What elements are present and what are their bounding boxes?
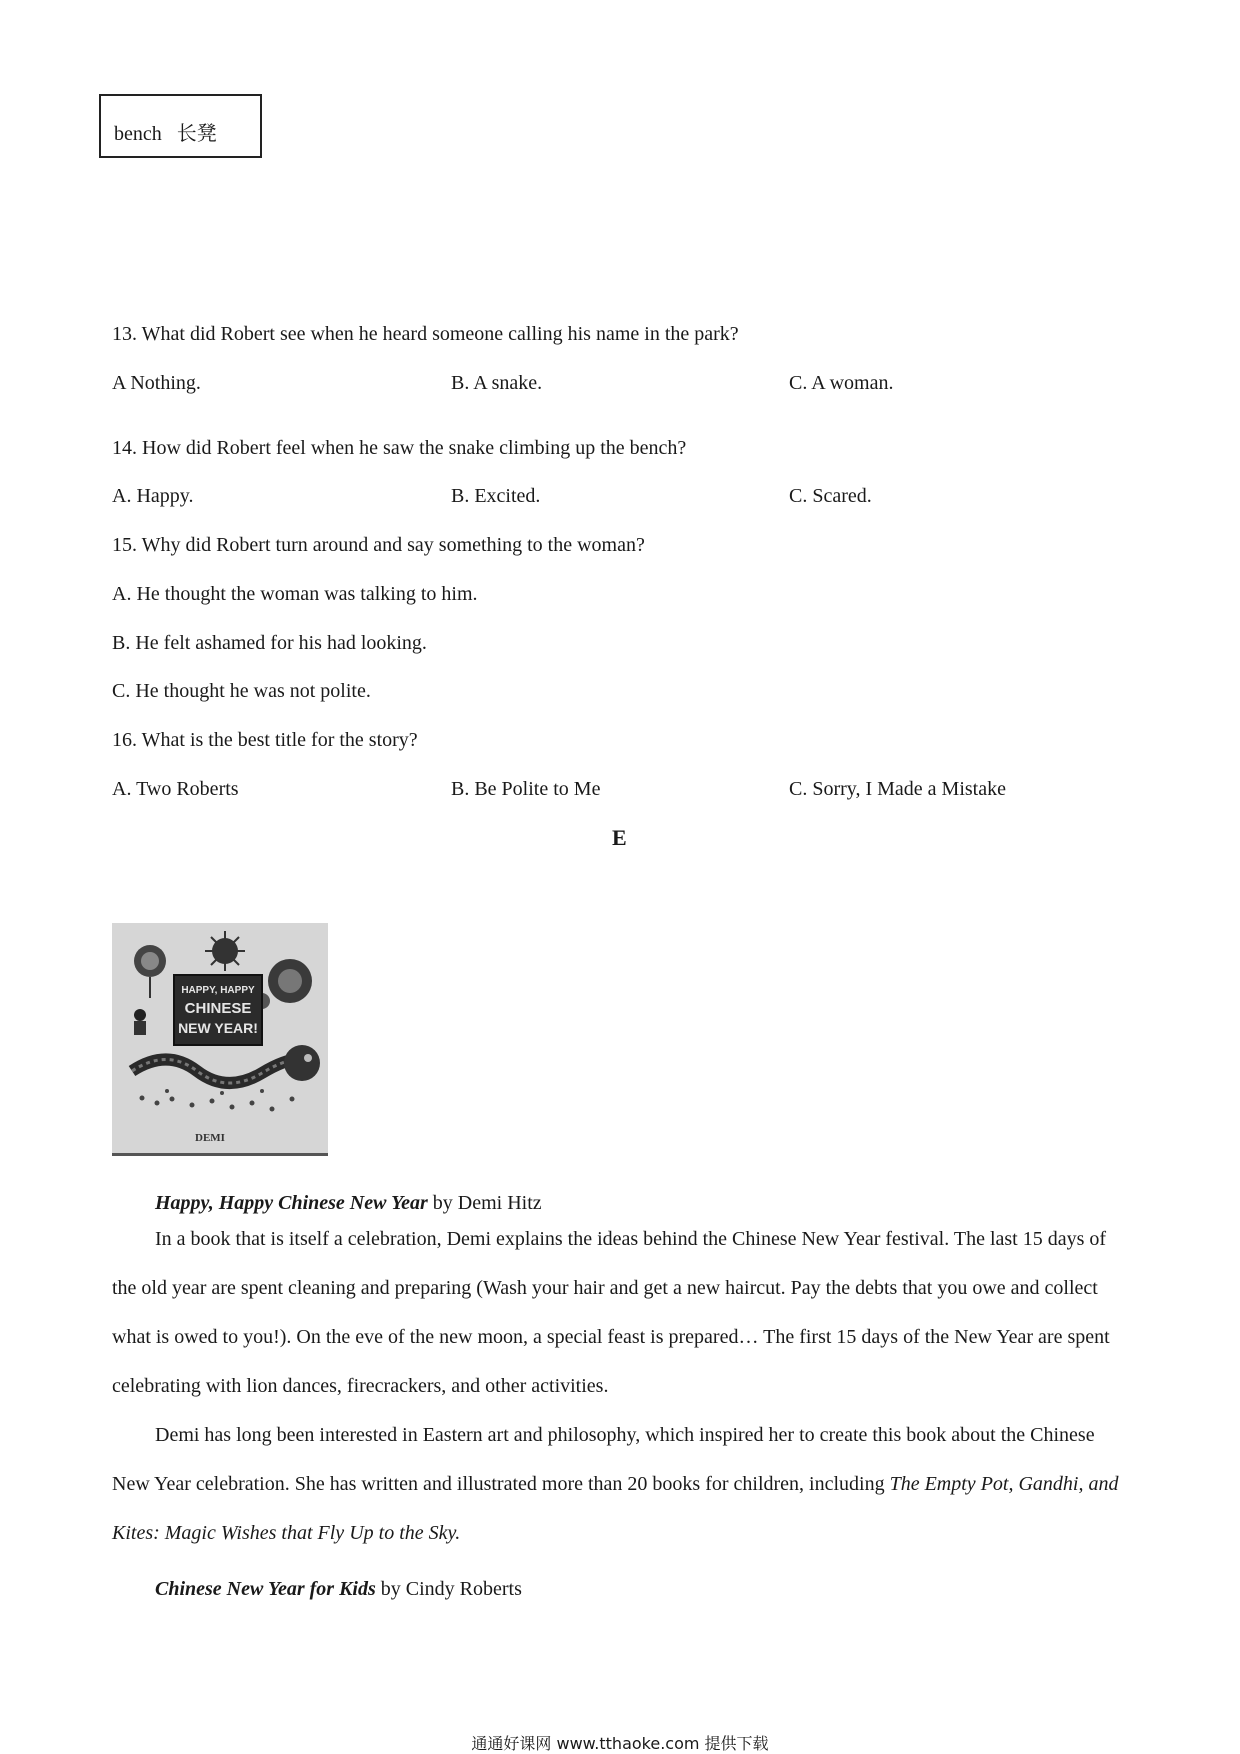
book-1-paragraph-2-text: Demi has long been interested in Eastern art and philosophy, which inspired her to create this book about the Chinese New Year celebration. She has written and illustrated more than 20 books for children, including xyxy=(112,1424,1095,1495)
book-1-paragraph-1: In a book that is itself a celebration, Demi explains the ideas behind the Chinese New Year festival. The last 15 days of the old year are spent cleaning and preparing (Wash your hair and get a new haircut. Pay the debts that you owe and collect what is owed to you!). On the eve of the new moon, a special feast is prepared… The first 15 days of the New Year are spent celebrating with lion dances, firecrackers, and other activities. xyxy=(112,1228,1110,1397)
question-14-option-b: B. Excited. xyxy=(451,485,541,507)
question-15-option-c: C. He thought he was not polite. xyxy=(112,680,371,702)
cover-author: DEMI xyxy=(195,1132,225,1144)
vocab-box xyxy=(99,94,262,158)
question-15-option-a: A. He thought the woman was talking to him. xyxy=(112,583,478,605)
book-1-title: Happy, Happy Chinese New Year xyxy=(155,1192,428,1214)
question-16-option-a: A. Two Roberts xyxy=(112,778,239,800)
book-2-byline: by Cindy Roberts xyxy=(375,1578,522,1600)
book-1-paragraph-2-titles: The Empty Pot, Gandhi, and Kites: Magic Wishes that Fly Up to the Sky. xyxy=(112,1473,1119,1544)
question-15-stem: 15. Why did Robert turn around and say something to the woman? xyxy=(112,534,645,556)
book-1-byline: by Demi Hitz xyxy=(427,1192,542,1214)
vocab-meaning: 长凳 xyxy=(176,123,217,145)
page-footer: 通通好课网 www.tthaoke.com 提供下载 xyxy=(471,1734,769,1753)
book-cover-image xyxy=(112,923,328,1156)
question-16-option-c: C. Sorry, I Made a Mistake xyxy=(789,778,1006,800)
cover-title-line-2: CHINESE xyxy=(184,1000,252,1017)
section-heading: E xyxy=(612,825,627,850)
question-14-option-c: C. Scared. xyxy=(789,485,872,507)
book-1-paragraph-2 xyxy=(112,1411,1132,1558)
question-14-option-a: A. Happy. xyxy=(112,485,194,507)
cover-title-line-1: HAPPY, HAPPY xyxy=(181,985,255,996)
question-16-option-b: B. Be Polite to Me xyxy=(451,778,601,800)
book-2-heading xyxy=(155,1577,522,1601)
question-16-stem: 16. What is the best title for the story? xyxy=(112,729,418,751)
vocab-word: bench xyxy=(114,123,162,145)
book-2-title: Chinese New Year for Kids xyxy=(155,1578,376,1600)
book-1-heading xyxy=(155,1191,542,1215)
vocab-entry xyxy=(114,117,217,146)
question-13-option-a: A Nothing. xyxy=(112,372,201,394)
question-14-stem: 14. How did Robert feel when he saw the snake climbing up the bench? xyxy=(112,437,687,459)
question-13-stem: 13. What did Robert see when he heard someone calling his name in the park? xyxy=(112,323,739,345)
question-15-option-b: B. He felt ashamed for his had looking. xyxy=(112,632,427,654)
book-cover-illustration xyxy=(112,923,328,1153)
question-13-option-b: B. A snake. xyxy=(451,372,543,394)
question-13-option-c: C. A woman. xyxy=(789,372,894,394)
cover-title-line-3: NEW YEAR! xyxy=(178,1020,258,1036)
